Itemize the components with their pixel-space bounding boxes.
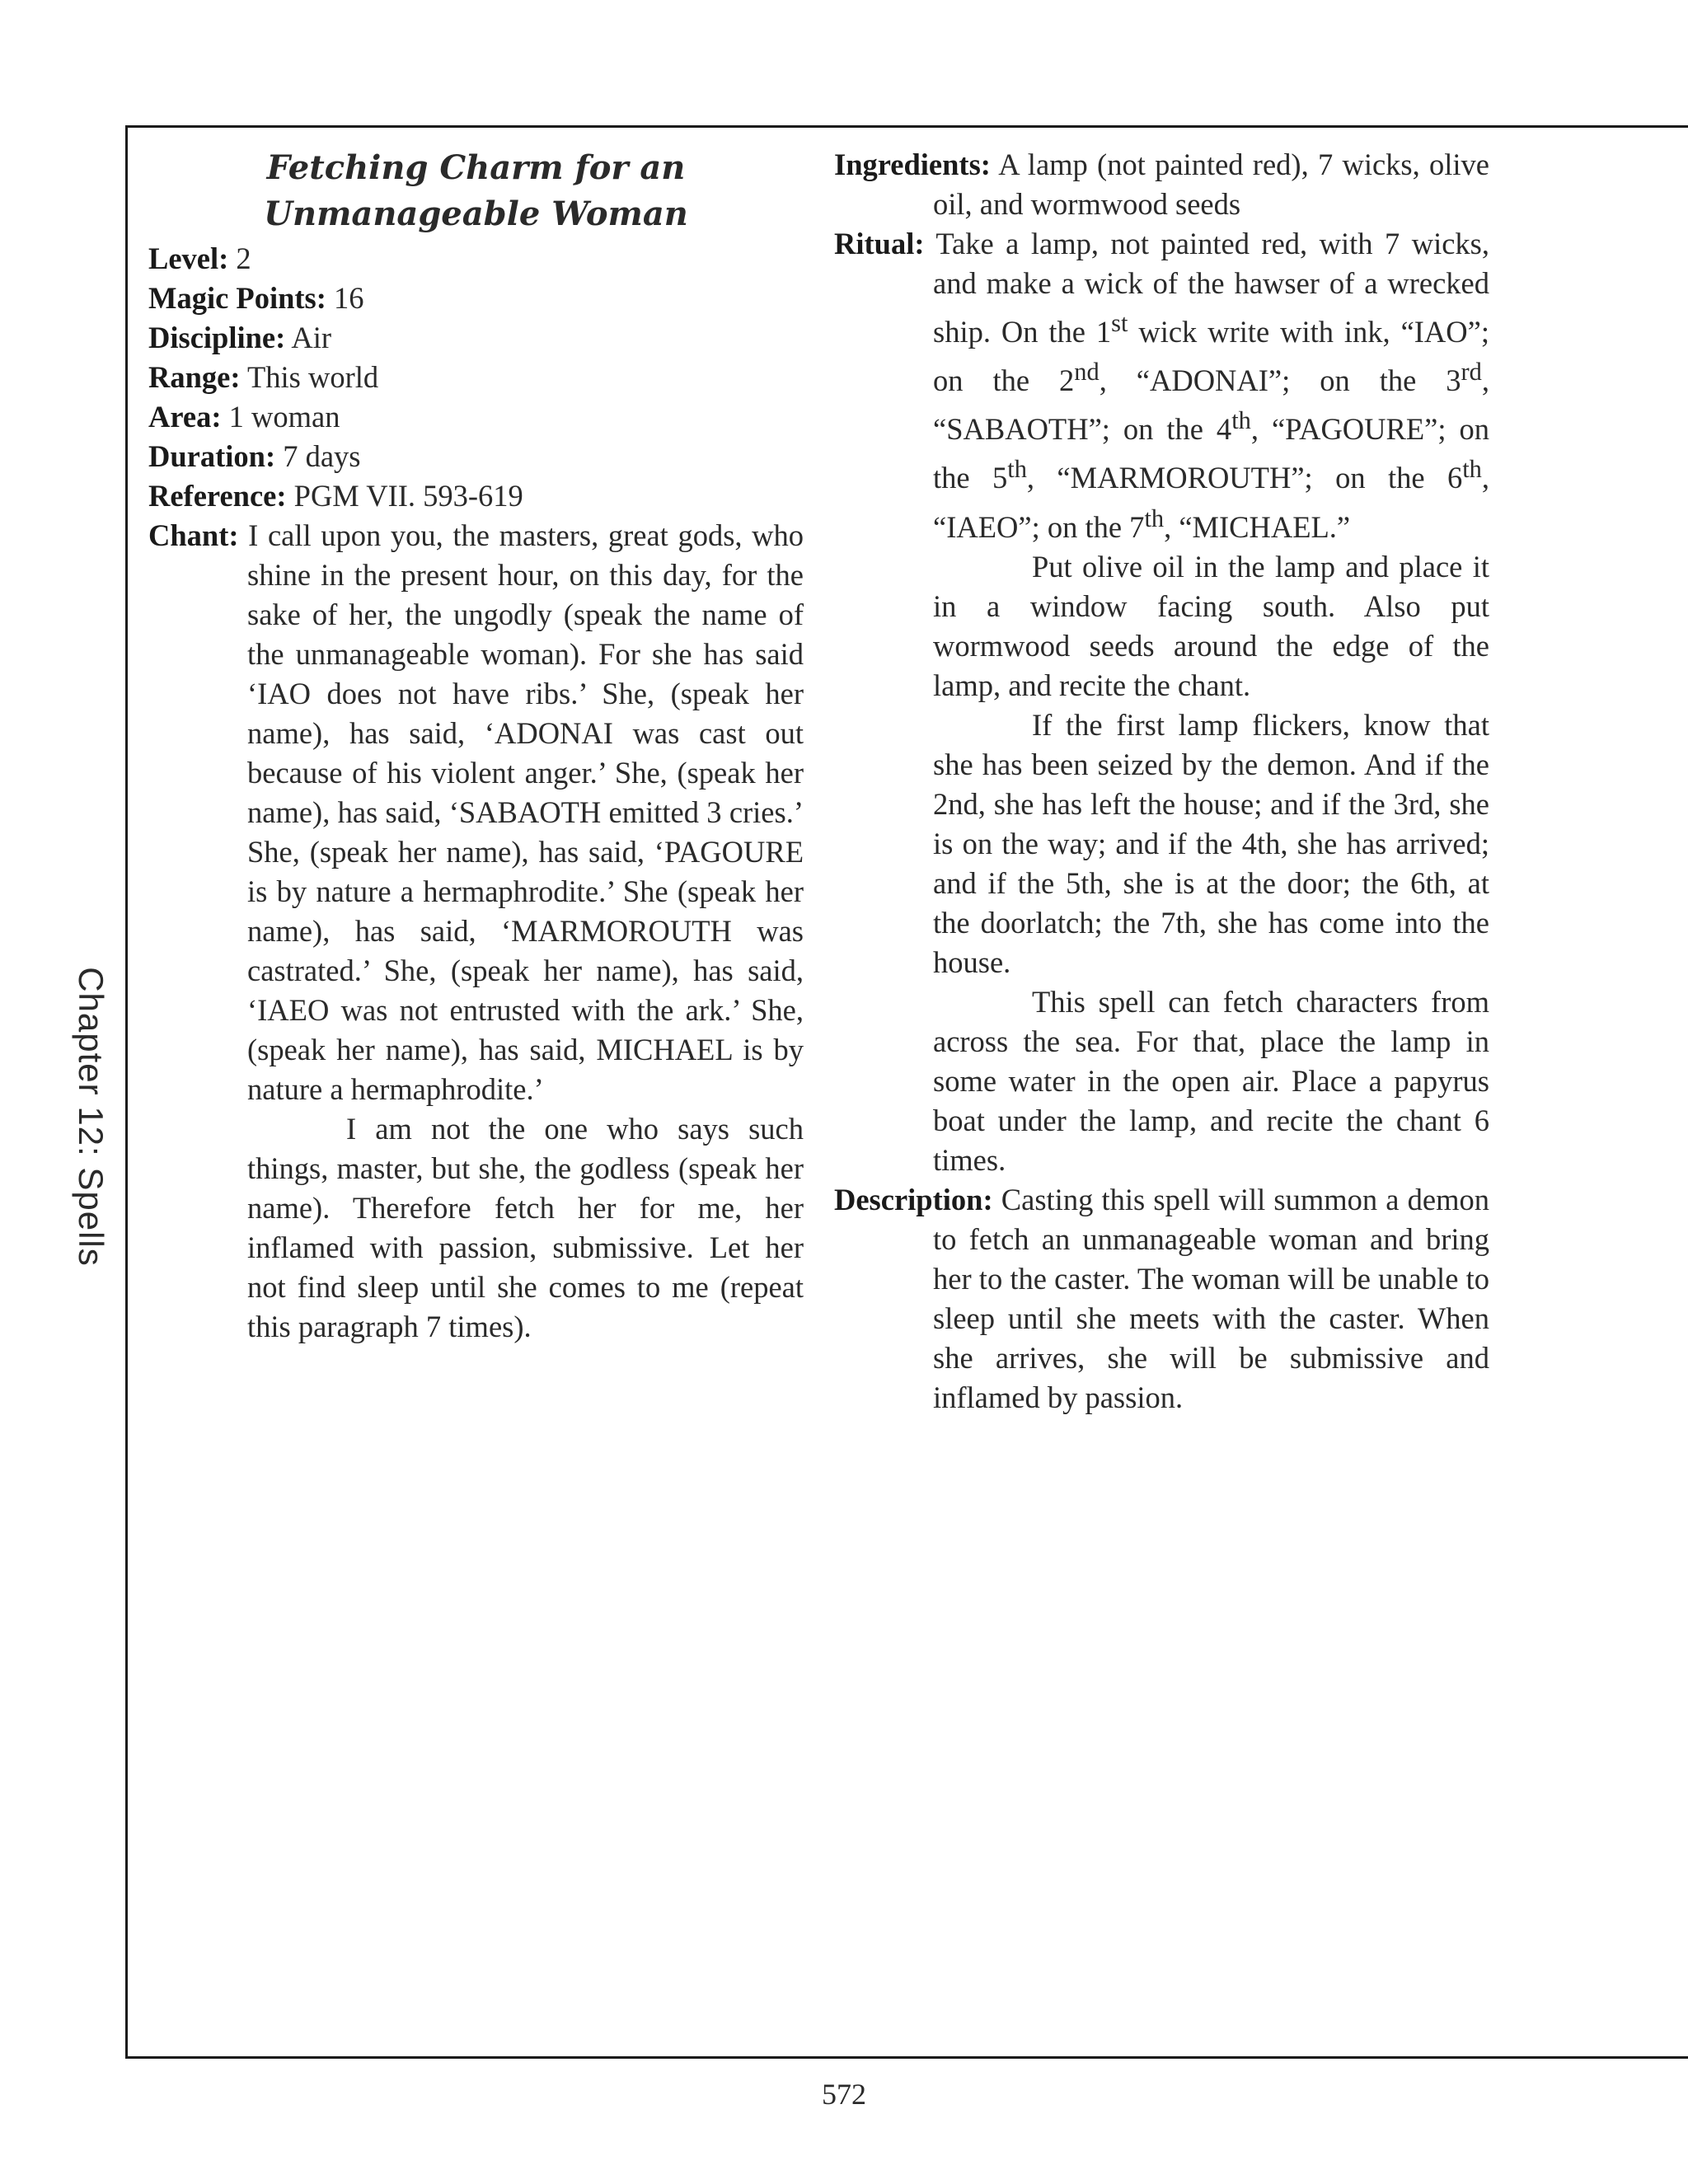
field-value: 1 woman <box>228 400 340 434</box>
description-text: Casting this spell will summon a demon to fetch an unmanageable woman and bring her to the caster. The woman will be unable to sleep until she meets with the caster. When she arrives, she will be submissive and inflamed by passion. <box>933 1182 1490 1414</box>
ritual-text: , “ADONAI”; on the 3 <box>1099 363 1461 398</box>
field-label: Level: <box>148 241 229 275</box>
ordinal-suffix: rd <box>1461 358 1482 387</box>
chant-label: Chant: <box>148 518 239 552</box>
ritual-text: , “IAEO”; on the 7 <box>933 461 1489 544</box>
ritual-text: Take a lamp, not painted red, with 7 wicks, and make a wick of the hawser of a wrecked ship. On the 1 <box>933 227 1489 349</box>
ingredients-label: Ingredients: <box>834 148 991 181</box>
ritual-text: , “MICHAEL.” <box>1164 509 1351 544</box>
field-label: Range: <box>148 360 241 394</box>
description-entry <box>834 1180 1489 1418</box>
field-label: Area: <box>148 400 222 434</box>
field-value: 7 days <box>283 439 361 473</box>
field-value: This world <box>246 360 379 394</box>
left-column <box>148 145 804 1347</box>
field-value: 16 <box>334 281 364 315</box>
level-field <box>148 239 804 279</box>
field-label: Reference: <box>148 479 287 513</box>
ingredients-text: A lamp (not painted red), 7 wicks, olive oil, and wormwood seeds <box>933 148 1489 221</box>
field-value: PGM VII. 593-619 <box>293 479 523 513</box>
ritual-paragraph: If the first lamp flickers, know that she has been seized by the demon. And if the 2nd, she has left the house; and if the 3rd, she is on the way; and if the 4th, she has arrived; and if the 5th, she is at the door; the 6th, at the doorlatch; the 7th, she has come into the house. <box>933 707 1489 979</box>
ordinal-suffix: nd <box>1074 358 1100 387</box>
spell-title: Fetching Charm for an Unmanageable Woman <box>264 148 688 233</box>
ritual-text: , “PAGOURE”; on the 5 <box>933 412 1489 495</box>
ritual-label: Ritual: <box>834 227 925 260</box>
ordinal-suffix: th <box>1144 504 1165 532</box>
ritual-paragraph: This spell can fetch characters from across the sea. For that, place the lamp in some water in the open air. Place a papyrus boat under the lamp, and recite the chant 6 times. <box>933 984 1489 1177</box>
field-label: Duration: <box>148 439 276 473</box>
magic-points-field <box>148 279 804 318</box>
page-number: 572 <box>822 2078 866 2111</box>
area-field <box>148 397 804 437</box>
ritual-paragraph: Put olive oil in the lamp and place it in a window facing south. Also put wormwood seeds around the edge of the lamp, and recite the chant. <box>933 549 1489 702</box>
chant-paragraph: I am not the one who says such things, master, but she, the godless (speak her name). Therefore fetch her for me, her inflamed with passion, submissive. Let her not find sleep until she comes to me (repeat this paragraph 7 times). <box>247 1112 804 1343</box>
chant-text: I call upon you, the masters, great gods, who shine in the present hour, on this day, for the sake of her, the ungodly (speak the name of the unmanageable woman). For she has said ‘IAO does not have ribs.’ She, (speak her name), has said, ‘ADONAI was cast out because of his violent anger.’ She, (speak her name), has said, ‘SABAOTH emitted 3 cries.’ She, (speak her name), has said, ‘PAGOURE is by nature a hermaphrodite.’ She (speak her name), has said, ‘MARMOROUTH was castrated.’ She, (speak her name), has said, ‘IAEO was not entrusted with the ark.’ She, (speak her name), has said, MICHAEL is by nature a hermaphrodite.’ <box>247 518 804 1106</box>
ritual-text: wick write with ink, “IAO”; on the 2 <box>933 315 1489 398</box>
ritual-text: , “SABAOTH”; on the 4 <box>933 363 1489 447</box>
ordinal-suffix: th <box>1007 455 1027 484</box>
ritual-text: , “MARMOROUTH”; on the 6 <box>1026 461 1463 495</box>
field-value: 2 <box>236 241 251 275</box>
range-field <box>148 358 804 397</box>
chant-entry <box>148 516 804 1109</box>
ordinal-suffix: th <box>1462 455 1482 484</box>
field-value: Air <box>291 321 332 354</box>
field-label: Discipline: <box>148 321 286 354</box>
duration-field <box>148 437 804 476</box>
description-label: Description: <box>834 1182 993 1216</box>
discipline-field <box>148 318 804 358</box>
reference-field <box>148 476 804 516</box>
right-column <box>834 145 1489 1418</box>
ordinal-suffix: th <box>1231 406 1251 435</box>
ingredients-entry <box>834 145 1489 224</box>
ritual-entry <box>834 224 1489 547</box>
chapter-label: Chapter 12: Spells <box>72 967 110 1267</box>
ordinal-suffix: st <box>1111 309 1128 337</box>
field-label: Magic Points: <box>148 281 326 315</box>
